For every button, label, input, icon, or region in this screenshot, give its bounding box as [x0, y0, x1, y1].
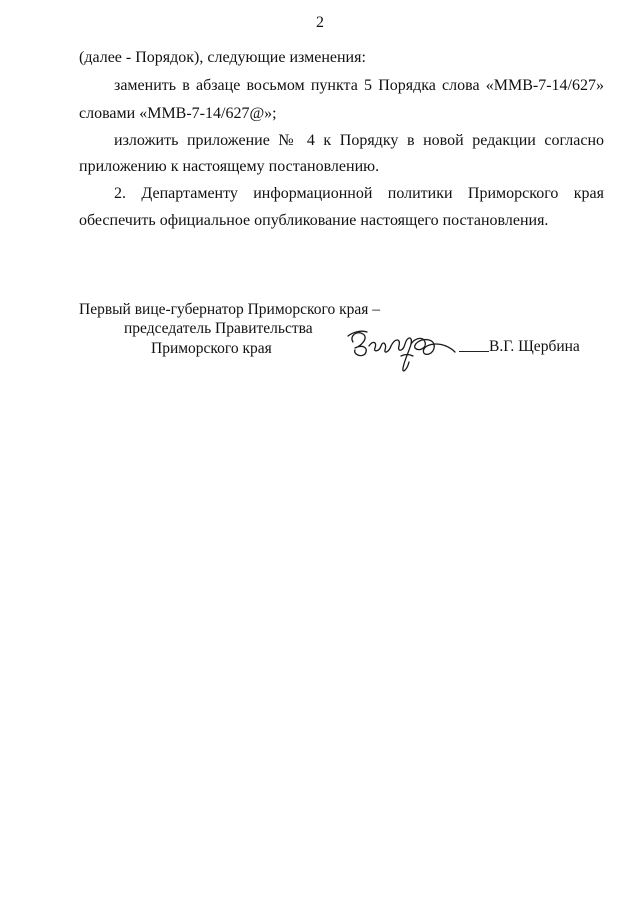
page-number: 2 [316, 14, 324, 31]
body-line-1: (далее - Порядок), следующие изменения: [79, 49, 366, 66]
body-line-3: словами «ММВ-7-14/627@»; [79, 105, 277, 122]
body-line-5: приложению к настоящему постановлению. [79, 158, 380, 175]
signatory-title-line-2: председатель Правительства [124, 320, 313, 337]
signatory-name: В.Г. Щербина [489, 338, 580, 355]
signatory-title-line-3: Приморского края [151, 340, 272, 357]
signatory-title-line-1: Первый вице-губернатор Приморского края – [79, 301, 381, 318]
body-line-4: изложить приложение № 4 к Порядку в новой редакции согласно [114, 132, 604, 149]
body-line-6: 2. Департаменту информационной политики Приморского края [114, 185, 604, 202]
body-line-7: обеспечить официальное опубликование настоящего постановления. [79, 212, 549, 229]
handwritten-signature [343, 322, 463, 378]
signature-line [459, 351, 489, 352]
body-line-2: заменить в абзаце восьмом пункта 5 Порядка слова «ММВ-7-14/627» [114, 77, 604, 94]
